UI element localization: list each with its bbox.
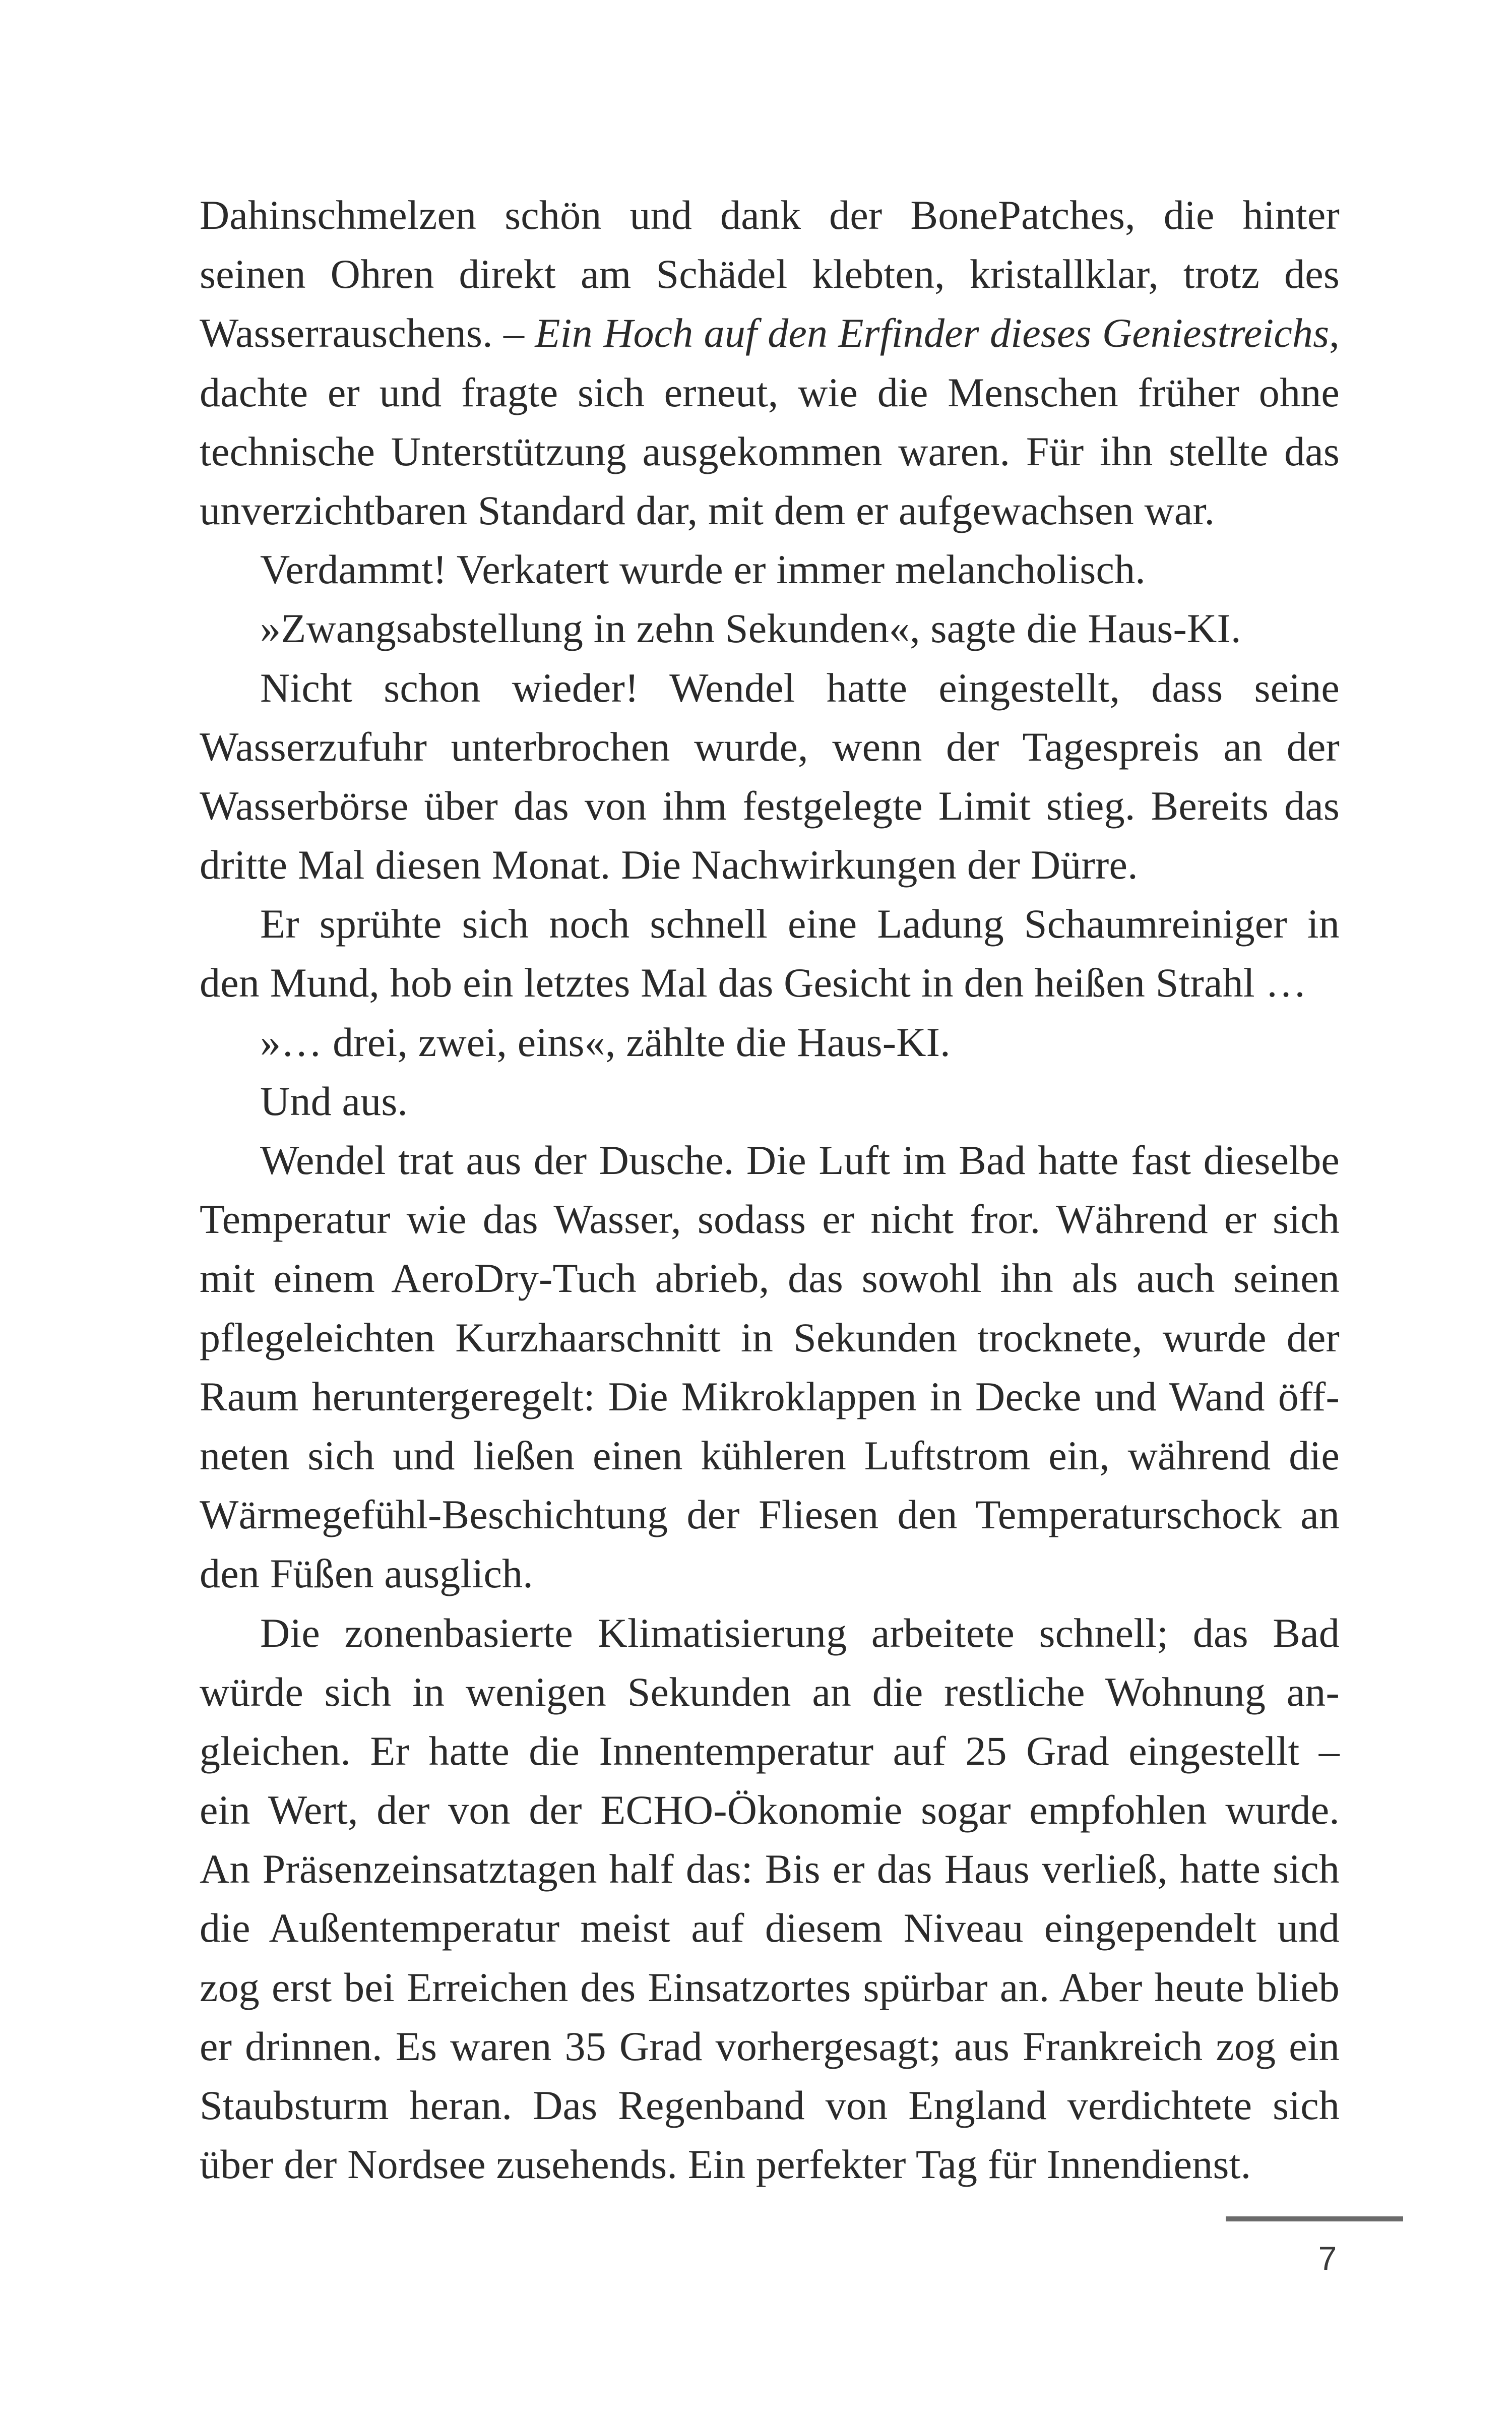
- text-line: [200, 776, 1340, 835]
- text-segment: Er sprühte sich noch schnell eine Ladung Schaumreiniger in: [260, 901, 1340, 947]
- text-line: [200, 1249, 1340, 1308]
- paragraph: [200, 1072, 1340, 1131]
- text-line: [200, 1662, 1340, 1721]
- text-line: [200, 244, 1340, 303]
- text-segment: Wasserbörse über das von ihm festgelegte Limit stieg. Bereits das: [200, 782, 1340, 829]
- paragraph: [200, 1013, 1340, 1072]
- text-segment: seinen Ohren direkt am Schädel klebten, kristallklar, trotz des: [200, 251, 1340, 297]
- text-line: [200, 1603, 1340, 1662]
- text-segment: Wärmegefühl-Beschichtung der Fliesen den Temperaturschock an: [200, 1492, 1340, 1538]
- text-segment: mit einem AeroDry-Tuch abrieb, das sowohl ihn als auch seinen: [200, 1255, 1340, 1302]
- text-segment: über der Nordsee zusehends. Ein perfekter Tag für Innendienst.: [200, 2141, 1251, 2188]
- text-segment: Wasserrauschens. –: [200, 310, 535, 356]
- text-segment: technische Unterstützung ausgekommen waren. Für ihn stellte das: [200, 428, 1340, 474]
- text-segment: Wendel trat aus der Dusche. Die Luft im Bad hatte fast dieselbe: [260, 1137, 1340, 1183]
- text-line: [200, 1544, 1340, 1603]
- text-line: [200, 1367, 1340, 1426]
- text-line: [200, 2017, 1340, 2076]
- body-text: [200, 185, 1340, 2194]
- text-line: [200, 1898, 1340, 1957]
- text-line: [200, 1072, 1340, 1131]
- paragraph: [200, 540, 1340, 599]
- text-segment: die Außentemperatur meist auf diesem Niveau eingependelt und: [200, 1905, 1340, 1951]
- text-line: [200, 1013, 1340, 1072]
- paragraph: [200, 1131, 1340, 1603]
- page-number: 7: [1318, 2240, 1337, 2277]
- text-segment: ,: [1329, 310, 1340, 356]
- paragraph: [200, 894, 1340, 1012]
- text-line: [200, 2135, 1340, 2194]
- text-segment: würde sich in wenigen Sekunden an die restliche Wohnung an-: [200, 1668, 1340, 1715]
- text-line: [200, 1839, 1340, 1898]
- text-line: [200, 1190, 1340, 1249]
- text-segment: Temperatur wie das Wasser, sodass er nicht fror. Während er sich: [200, 1196, 1340, 1243]
- text-line: [200, 1426, 1340, 1485]
- text-line: [200, 1721, 1340, 1780]
- text-segment: Die zonenbasierte Klimatisierung arbeitete schnell; das Bad: [260, 1609, 1340, 1656]
- text-line: [200, 1131, 1340, 1190]
- text-line: [200, 1958, 1340, 2017]
- paragraph: [200, 1603, 1340, 2194]
- text-line: [200, 303, 1340, 362]
- text-segment: Staubsturm heran. Das Regenband von England verdichtete sich: [200, 2082, 1340, 2128]
- text-segment: ein Wert, der von der ECHO-Ökonomie sogar empfohlen wurde.: [200, 1787, 1340, 1833]
- text-line: [200, 658, 1340, 717]
- text-line: [200, 717, 1340, 776]
- paragraph: [200, 599, 1340, 658]
- italic-text: Ein Hoch auf den Erfinder dieses Geniestreichs: [535, 310, 1330, 356]
- text-segment: Nicht schon wieder! Wendel hatte eingestellt, dass seine: [260, 664, 1340, 711]
- text-segment: Verdammt! Verkatert wurde er immer melancholisch.: [260, 546, 1146, 593]
- text-segment: Dahinschmelzen schön und dank der BonePatches, die hinter: [200, 192, 1340, 238]
- text-line: [200, 599, 1340, 658]
- text-segment: er drinnen. Es waren 35 Grad vorhergesagt; aus Frankreich zog ein: [200, 2023, 1340, 2069]
- text-segment: dritte Mal diesen Monat. Die Nachwirkungen der Dürre.: [200, 842, 1138, 888]
- paragraph: [200, 658, 1340, 895]
- paragraph: [200, 185, 1340, 540]
- text-segment: gleichen. Er hatte die Innentemperatur auf 25 Grad eingestellt –: [200, 1727, 1340, 1774]
- text-line: [200, 540, 1340, 599]
- text-line: [200, 1485, 1340, 1544]
- text-line: [200, 363, 1340, 422]
- text-segment: den Mund, hob ein letztes Mal das Gesicht in den heißen Strahl …: [200, 960, 1307, 1006]
- text-segment: An Präsenzeinsatztagen half das: Bis er das Haus verließ, hatte sich: [200, 1846, 1340, 1892]
- footer-rule: [1226, 2216, 1403, 2221]
- text-segment: zog erst bei Erreichen des Einsatzortes spürbar an. Aber heute blieb: [200, 1964, 1340, 2010]
- text-segment: »… drei, zwei, eins«, zählte die Haus-KI.: [260, 1019, 951, 1065]
- text-line: [200, 894, 1340, 953]
- text-line: [200, 2076, 1340, 2135]
- text-segment: Und aus.: [260, 1078, 408, 1124]
- text-segment: »Zwangsabstellung in zehn Sekunden«, sagte die Haus-KI.: [260, 605, 1241, 652]
- text-line: [200, 835, 1340, 894]
- text-line: [200, 185, 1340, 244]
- text-line: [200, 481, 1340, 540]
- text-line: [200, 422, 1340, 481]
- text-segment: den Füßen ausglich.: [200, 1551, 533, 1597]
- text-line: [200, 1780, 1340, 1839]
- text-segment: Raum heruntergeregelt: Die Mikroklappen in Decke und Wand öff-: [200, 1373, 1340, 1419]
- text-segment: pflegeleichten Kurzhaarschnitt in Sekunden trocknete, wurde der: [200, 1314, 1340, 1360]
- text-segment: Wasserzufuhr unterbrochen wurde, wenn der Tagespreis an der: [200, 723, 1340, 770]
- text-segment: dachte er und fragte sich erneut, wie die Menschen früher ohne: [200, 369, 1340, 415]
- text-segment: neten sich und ließen einen kühleren Luftstrom ein, während die: [200, 1432, 1340, 1478]
- text-segment: unverzichtbaren Standard dar, mit dem er aufgewachsen war.: [200, 487, 1215, 533]
- text-line: [200, 953, 1340, 1012]
- text-line: [200, 1308, 1340, 1367]
